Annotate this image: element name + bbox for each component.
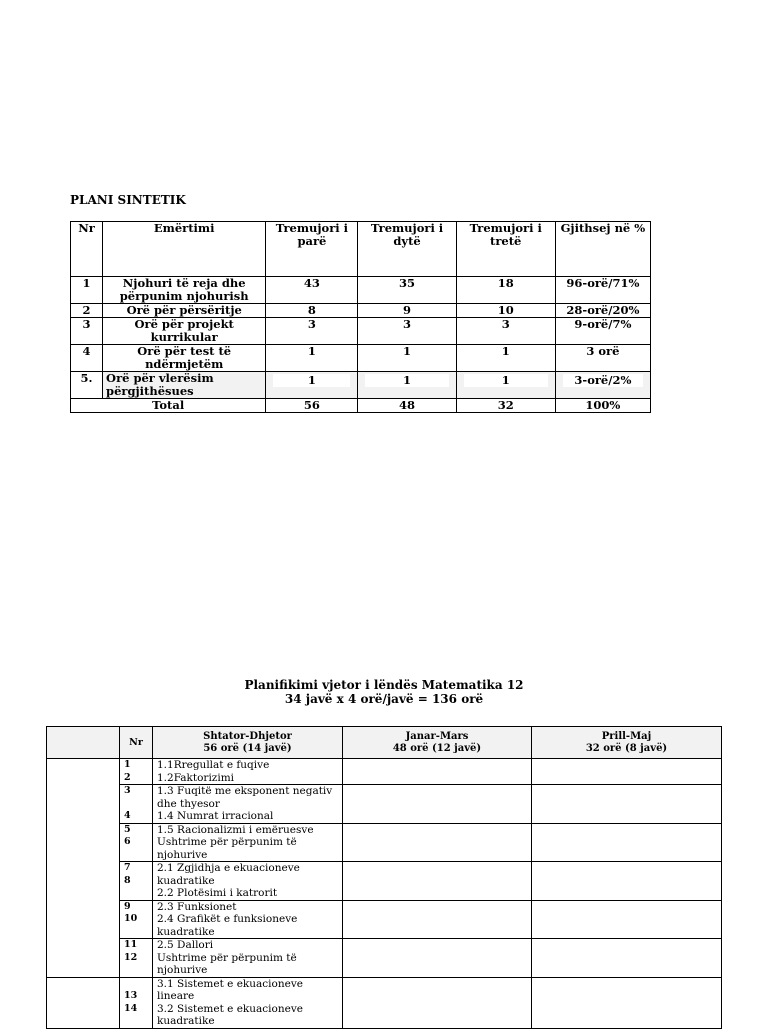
- table-row: [47, 939, 722, 978]
- row-topics: 3.1 Sistemet e ekuacioneve lineare 3.2 Sistemet e ekuacioneve kuadratike: [153, 977, 343, 1028]
- table-row: [47, 823, 722, 862]
- term3-cell: [532, 785, 722, 824]
- row-nr: 5.: [71, 372, 103, 399]
- row-name: Njohuri të reja dhe përpunim njohurish: [103, 277, 266, 304]
- row-name: Orë për test të ndërmjetëm: [103, 345, 266, 372]
- row-topics: 2.5 Dallori Ushtrime për përpunim të njohurive: [153, 939, 343, 978]
- row-topics: 1.5 Racionalizmi i emëruesve Ushtrime për përpunim të njohurive: [153, 823, 343, 862]
- table-row: [71, 372, 651, 399]
- header-term2: [343, 727, 532, 759]
- row-q3: 18: [456, 277, 555, 304]
- term2-cell: [343, 823, 532, 862]
- annual-header-row: [47, 727, 722, 759]
- row-total: 96-orë/71%: [555, 277, 650, 304]
- row-total: 9-orë/7%: [555, 318, 650, 345]
- table-row: [47, 759, 722, 785]
- term3-cell: [532, 862, 722, 901]
- row-topics: 2.1 Zgjidhja e ekuacioneve kuadratike 2.2 Plotësimi i katrorit: [153, 862, 343, 901]
- row-q2: 35: [358, 277, 456, 304]
- term2-months: Janar-Mars: [405, 730, 469, 742]
- row-q1: 1: [266, 372, 358, 399]
- row-name: Orë për projekt kurrikular: [103, 318, 266, 345]
- total-label: Total: [71, 399, 266, 413]
- row-q3: 10: [456, 304, 555, 318]
- total-total: 100%: [555, 399, 650, 413]
- synthetic-plan-title: PLANI SINTETIK: [70, 193, 186, 207]
- row-nr: 1: [71, 277, 103, 304]
- term3-cell: [532, 939, 722, 978]
- row-q1: 1: [266, 345, 358, 372]
- header-total: Gjithsej në %: [555, 222, 650, 277]
- header-nr: Nr: [120, 727, 153, 759]
- row-total: 3 orë: [555, 345, 650, 372]
- term2-cell: [343, 785, 532, 824]
- row-nr: 3: [71, 318, 103, 345]
- term3-cell: [532, 977, 722, 1028]
- row-total: 28-orë/20%: [555, 304, 650, 318]
- row-nr: 3 4: [120, 785, 153, 824]
- header-term1: [153, 727, 343, 759]
- row-q2: 9: [358, 304, 456, 318]
- row-nr: 11 12: [120, 939, 153, 978]
- header-q1: Tremujori i parë: [266, 222, 358, 277]
- annual-title-line2: 34 javë x 4 orë/javë = 136 orë: [284, 692, 484, 706]
- total-row: [71, 399, 651, 413]
- term2-cell: [343, 939, 532, 978]
- total-q1: 56: [266, 399, 358, 413]
- row-q2: 3: [358, 318, 456, 345]
- table-row: [47, 977, 722, 1028]
- term1-hours: 56 orë (14 javë): [203, 742, 292, 754]
- annual-plan-title: [0, 678, 768, 706]
- unit-cell: [47, 759, 120, 978]
- table-row: [71, 277, 651, 304]
- table-row: [47, 862, 722, 901]
- table-row: [71, 304, 651, 318]
- term1-months: Shtator-Dhjetor: [203, 730, 292, 742]
- header-nr: Nr: [71, 222, 103, 277]
- row-q3: 1: [456, 345, 555, 372]
- table-row: [71, 345, 651, 372]
- row-total: 3-orë/2%: [555, 372, 650, 399]
- header-term3: [532, 727, 722, 759]
- row-q3: 3: [456, 318, 555, 345]
- row-topics: 1.3 Fuqitë me eksponent negativ dhe thyesor 1.4 Numrat irracional: [153, 785, 343, 824]
- row-q1: 3: [266, 318, 358, 345]
- row-nr: 4: [71, 345, 103, 372]
- table-row: [71, 318, 651, 345]
- term2-cell: [343, 977, 532, 1028]
- term3-hours: 32 orë (8 javë): [585, 742, 668, 754]
- row-nr: 1 2: [120, 759, 153, 785]
- term2-cell: [343, 759, 532, 785]
- header-name: Emërtimi: [103, 222, 266, 277]
- synthetic-plan-table: [70, 221, 651, 413]
- term3-cell: [532, 823, 722, 862]
- term3-cell: [532, 900, 722, 939]
- header-blank: [47, 727, 120, 759]
- term3-cell: [532, 759, 722, 785]
- synthetic-header-row: [71, 222, 651, 277]
- term2-cell: [343, 900, 532, 939]
- row-nr: 9 10: [120, 900, 153, 939]
- row-name: Orë për vlerësim përgjithësues: [103, 372, 266, 399]
- row-topics: 1.1Rregullat e fuqive 1.2Faktorizimi: [153, 759, 343, 785]
- unit-cell: [47, 977, 120, 1028]
- table-row: [47, 900, 722, 939]
- term3-months: Prill-Maj: [601, 730, 652, 742]
- row-q2: 1: [358, 345, 456, 372]
- row-topics: 2.3 Funksionet 2.4 Grafikët e funksioneve kuadratike: [153, 900, 343, 939]
- row-q1: 43: [266, 277, 358, 304]
- term2-cell: [343, 862, 532, 901]
- row-nr: 7 8: [120, 862, 153, 901]
- row-nr: 2: [71, 304, 103, 318]
- annual-plan-table: [46, 726, 722, 1029]
- table-row: [47, 785, 722, 824]
- total-q3: 32: [456, 399, 555, 413]
- header-q3: Tremujori i tretë: [456, 222, 555, 277]
- term2-hours: 48 orë (12 javë): [392, 742, 482, 754]
- annual-title-line1: Planifikimi vjetor i lëndës Matematika 12: [244, 678, 524, 692]
- header-q2: Tremujori i dytë: [358, 222, 456, 277]
- row-nr: 5 6: [120, 823, 153, 862]
- row-q2: 1: [358, 372, 456, 399]
- row-q3: 1: [456, 372, 555, 399]
- row-name: Orë për përsëritje: [103, 304, 266, 318]
- row-q1: 8: [266, 304, 358, 318]
- row-nr: 13 14: [120, 977, 153, 1028]
- total-q2: 48: [358, 399, 456, 413]
